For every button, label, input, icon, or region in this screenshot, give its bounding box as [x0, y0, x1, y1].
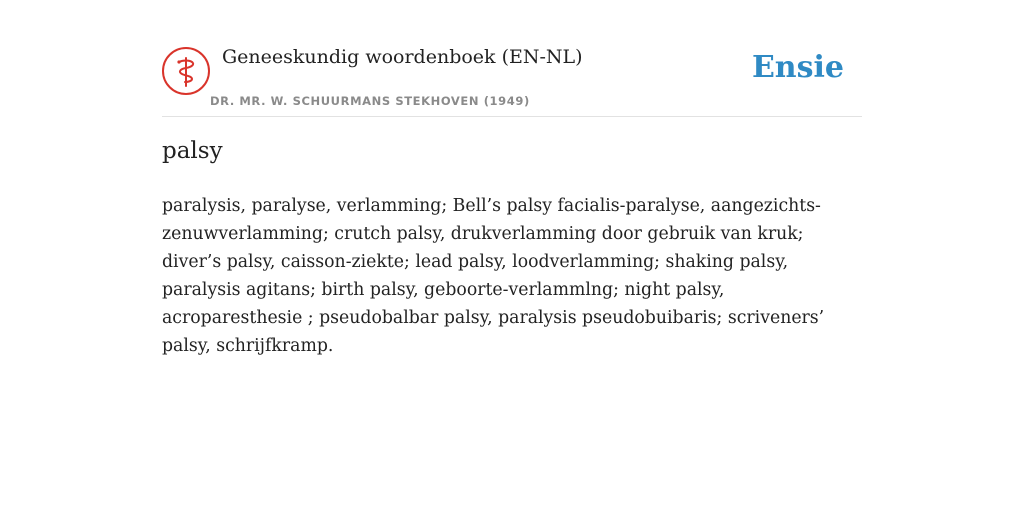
caduceus-icon[interactable]	[162, 47, 210, 95]
entry-headword: palsy	[162, 138, 223, 164]
entry-definition: paralysis, paralyse, verlamming; Bell’s palsy facialis-paralyse, aangezichts-zenuwverlamming; crutch palsy, drukverlamming door gebruik van kruk; diver’s palsy, caisson-ziekte; lead palsy, loodverlamming; shaking palsy, paralysis agitans; birth palsy, geboorte-verlammlng; night palsy, acroparesthesie ; pseudobalbar palsy, paralysis pseudobuibaris; scriveners’ palsy, schrijfkramp.	[162, 196, 825, 356]
dictionary-title[interactable]: Geneeskundig woordenboek (EN-NL)	[222, 46, 583, 68]
dictionary-author: DR. MR. W. SCHUURMANS STEKHOVEN (1949)	[210, 94, 530, 108]
dictionary-header	[162, 40, 862, 117]
caduceus-glyph	[174, 57, 198, 87]
ensie-logo-link[interactable]: Ensie	[751, 50, 844, 85]
